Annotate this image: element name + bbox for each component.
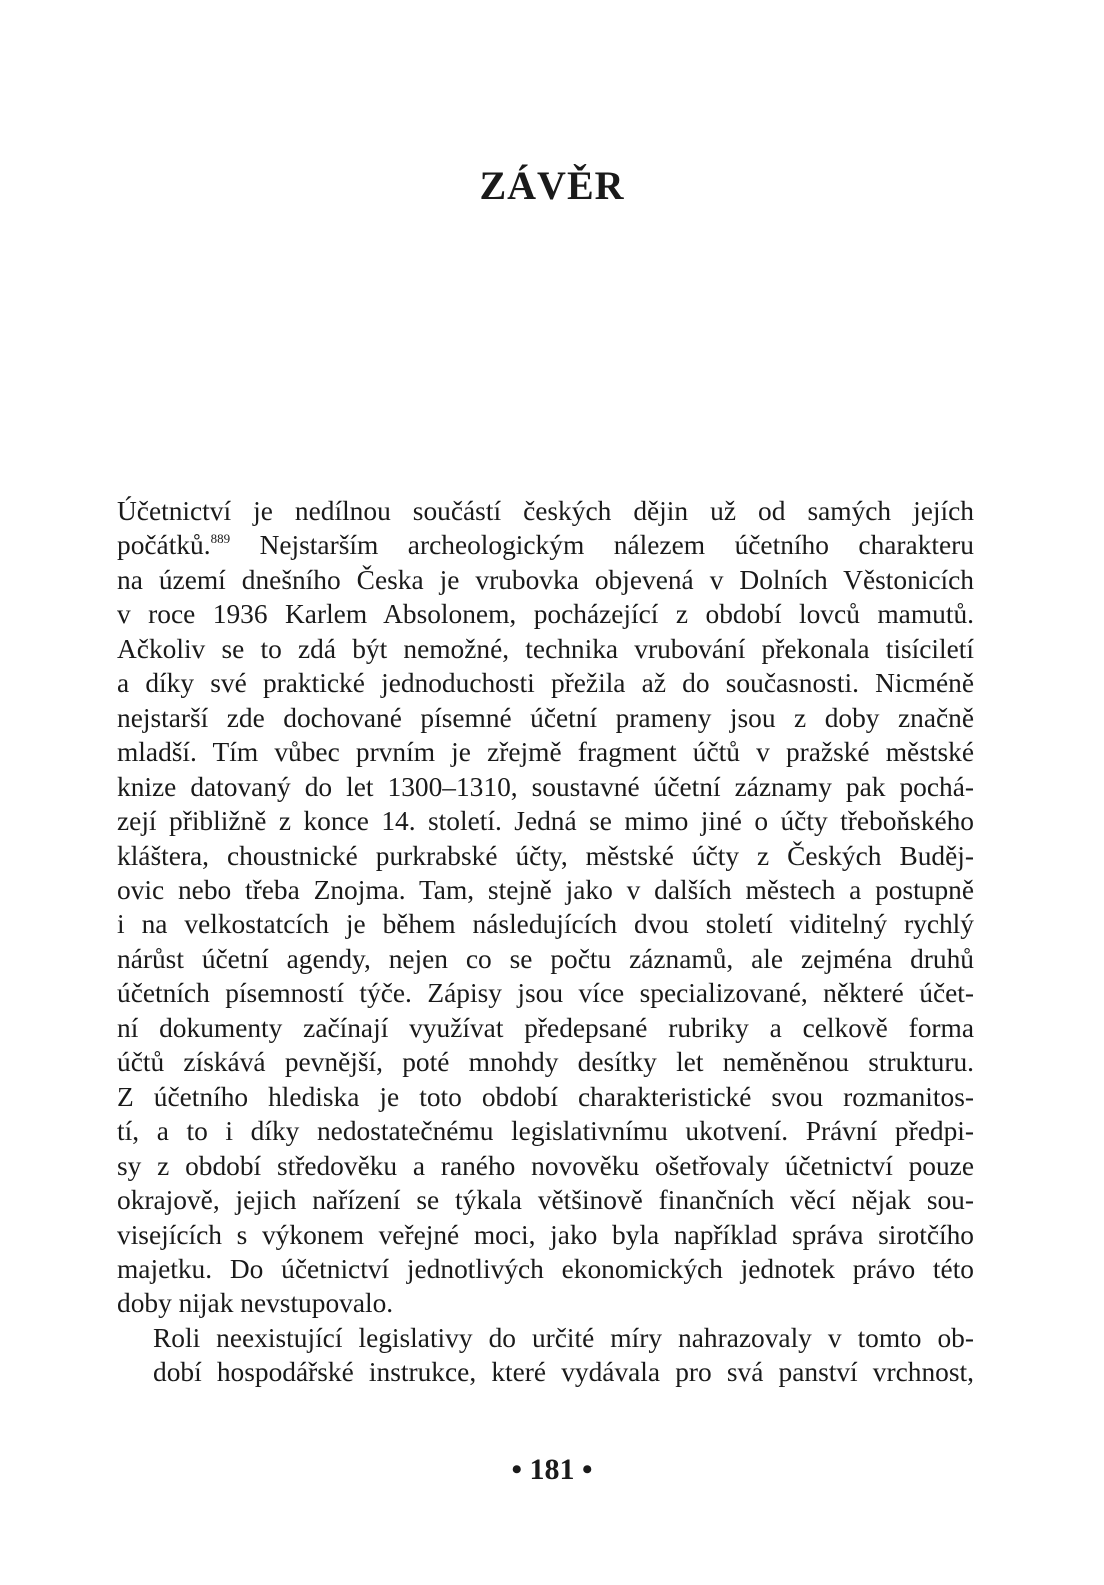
text-line: nejstarší zde dochované písemné účetní prameny jsou z doby značně	[117, 702, 974, 733]
text-line: dobí hospodářské instrukce, které vydávala pro svá panství vrchnost,	[153, 1357, 974, 1388]
footnote-reference[interactable]: 889	[210, 531, 231, 547]
page-number: • 181 •	[511, 1453, 593, 1486]
text-line: doby nijak nevstupovalo.	[117, 1288, 394, 1319]
text-line: i na velkostatcích je během následujících dvou století viditelný rychlý	[117, 909, 974, 940]
text-line: a díky své praktické jednoduchosti přežila až do současnosti. Nicméně	[117, 668, 974, 699]
text-line: mladší. Tím vůbec prvním je zřejmě fragment účtů v pražské městské	[117, 737, 974, 768]
page-title: ZÁVĚR	[479, 163, 625, 208]
text-line: kláštera, choustnické purkrabské účty, městské účty z Českých Buděj-	[117, 840, 974, 871]
text-line: Roli neexistující legislativy do určité míry nahrazovaly v tomto ob-	[153, 1322, 974, 1353]
text-line: účtů získává pevnější, poté mnohdy desítky let neměněnou strukturu.	[117, 1047, 974, 1078]
chapter-body	[117, 494, 974, 1390]
text-line: v roce 1936 Karlem Absolonem, pocházející z období lovců mamutů.	[117, 599, 974, 630]
text-line: Z účetního hlediska je toto období charakteristické svou rozmanitos-	[117, 1081, 974, 1112]
text-line: ní dokumenty začínají využívat předepsané rubriky a celkově forma	[117, 1012, 974, 1043]
text-line	[117, 528, 974, 562]
text-line: sy z období středověku a raného novověku ošetřovaly účetnictví pouze	[117, 1150, 974, 1181]
text-line: visejících s výkonem veřejné moci, jako byla například správa sirotčího	[117, 1219, 974, 1250]
text-line: Účetnictví je nedílnou součástí českých dějin už od samých jejích	[117, 496, 974, 526]
text-line: knize datovaný do let 1300–1310, soustavné účetní záznamy pak pochá-	[117, 771, 974, 802]
text-line: okrajově, jejich nařízení se týkala většinově finančních věcí nějak sou-	[117, 1185, 974, 1216]
paragraph-1	[117, 494, 974, 1321]
text-fragment: počátků.	[117, 530, 211, 561]
text-line: ovic nebo třeba Znojma. Tam, stejně jako v dalších městech a postupně	[117, 874, 974, 905]
text-line: tí, a to i díky nedostatečnému legislativnímu ukotvení. Právní předpi-	[117, 1116, 974, 1147]
paragraph-2	[117, 1321, 974, 1390]
text-line: Ačkoliv se to zdá být nemožné, technika vrubování překonala tisíciletí	[117, 633, 974, 664]
text-line: nárůst účetní agendy, nejen co se počtu záznamů, ale zejména druhů	[117, 943, 974, 974]
text-line: na území dnešního Česka je vrubovka objevená v Dolních Věstonicích	[117, 564, 974, 595]
text-line: majetku. Do účetnictví jednotlivých ekonomických jednotek právo této	[117, 1253, 974, 1284]
text-line: účetních písemností týče. Zápisy jsou více specializované, některé účet-	[117, 978, 974, 1009]
text-line: zejí přibližně z konce 14. století. Jedná se mimo jiné o účty třeboňského	[117, 806, 974, 837]
text-fragment: Nejstarším archeologickým nálezem účetního charakteru	[230, 530, 974, 561]
